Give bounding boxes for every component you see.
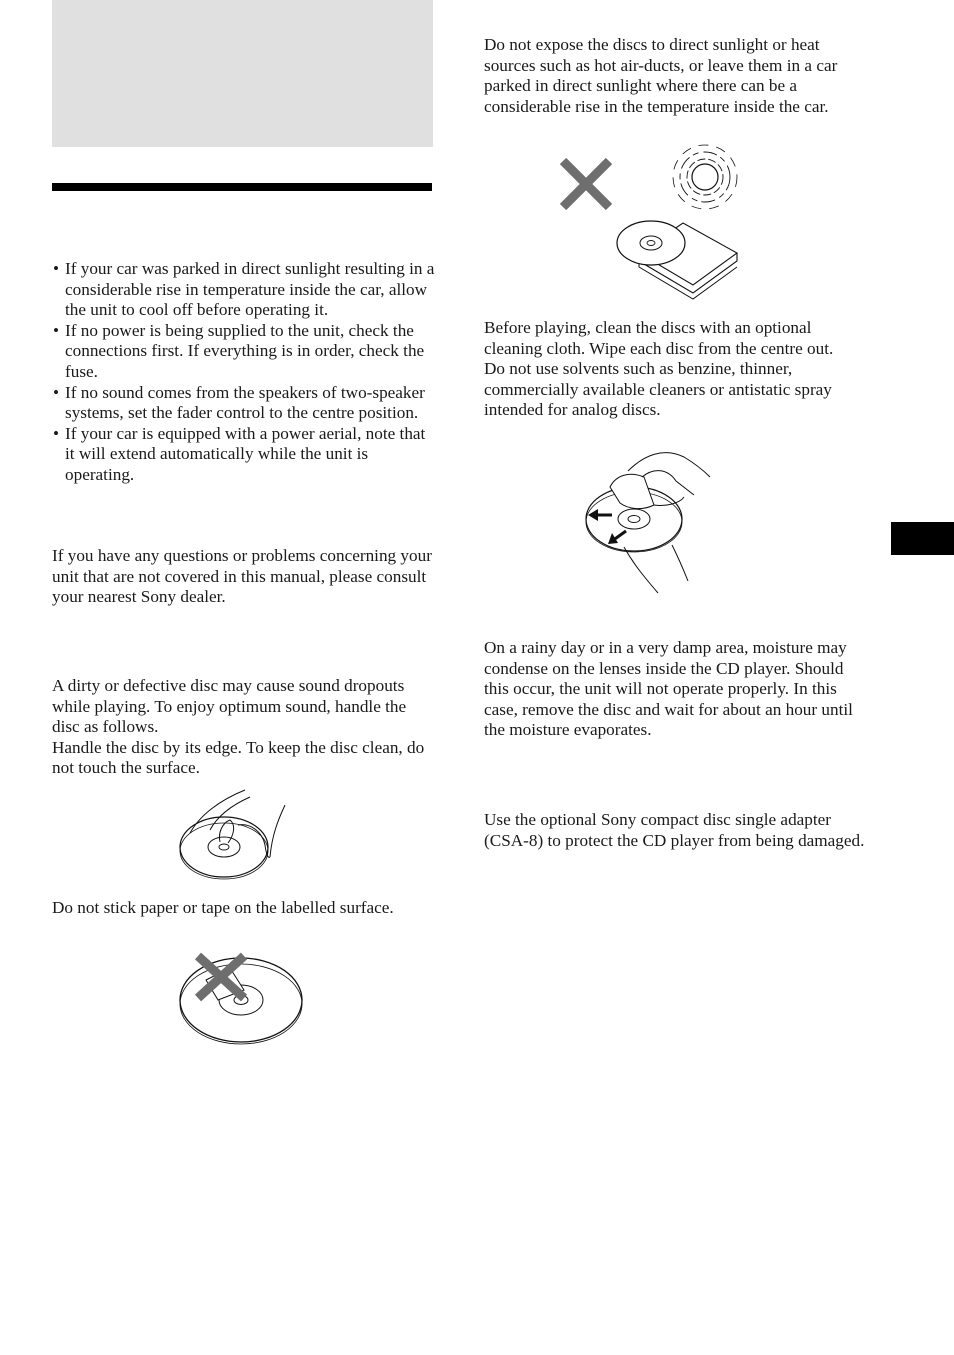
bullet-icon: • [53, 259, 60, 278]
list-item: • If no power is being supplied to the unit, check the connections first. If everything is in order, check the fuse. [53, 320, 425, 381]
moisture-paragraph: On a rainy day or in a very damp area, moisture may condense on the lenses inside the CD player. Should this occur, the unit will not operate properly. In this case, remove the disc and wait for about an hour until the moisture evaporates. [484, 638, 853, 740]
cleaning-paragraph [484, 318, 869, 421]
sunlight-heat-disc-illustration [555, 145, 750, 305]
handling-text-1: A dirty or defective disc may cause sound dropouts while playing. To enjoy optimum sound, handle the disc as follows. [52, 676, 407, 737]
bullet-icon: • [53, 423, 60, 443]
header-gray-box [52, 0, 433, 147]
cleaning-text-2: Do not use solvents such as benzine, thinner, commercially available cleaners or antistatic spray intended for analog discs. [484, 359, 832, 420]
section-heading-rule [52, 183, 432, 191]
list-item: • If your car was parked in direct sunlight resulting in a considerable rise in temperature inside the car, allow the unit to cool off before operating it. [53, 259, 435, 320]
bullet-icon: • [53, 320, 60, 340]
cleaning-text-1: Before playing, clean the discs with an optional cleaning cloth. Wipe each disc from the centre out. [484, 318, 834, 358]
sunlight-paragraph: Do not expose the discs to direct sunlight or heat sources such as hot air-ducts, or leave them in a car parked in direct sunlight where there can be a considerable rise in the temperature inside the car. [484, 35, 838, 116]
handling-text-2: Handle the disc by its edge. To keep the disc clean, do not touch the surface. [52, 737, 425, 778]
disc-wiping-illustration [584, 447, 719, 597]
questions-paragraph: If you have any questions or problems concerning your unit that are not covered in this manual, please consult your nearest Sony dealer. [52, 546, 432, 607]
section-thumb-tab [891, 522, 954, 555]
disc-handling-paragraph [52, 676, 437, 779]
list-item: • If your car is equipped with a power aerial, note that it will extend automatically while the unit is operating. [53, 423, 426, 484]
no-paper-text: Do not stick paper or tape on the labelled surface. [52, 898, 394, 917]
precautions-list [52, 259, 437, 486]
list-item: • If no sound comes from the speakers of two-speaker systems, set the fader control to the centre position. [53, 382, 425, 423]
hand-holding-disc-illustration [170, 785, 300, 885]
adapter-paragraph: Use the optional Sony compact disc single adapter (CSA-8) to protect the CD player from being damaged. [484, 810, 865, 850]
disc-with-tape-crossed-illustration [178, 950, 306, 1048]
bullet-icon: • [53, 382, 60, 402]
